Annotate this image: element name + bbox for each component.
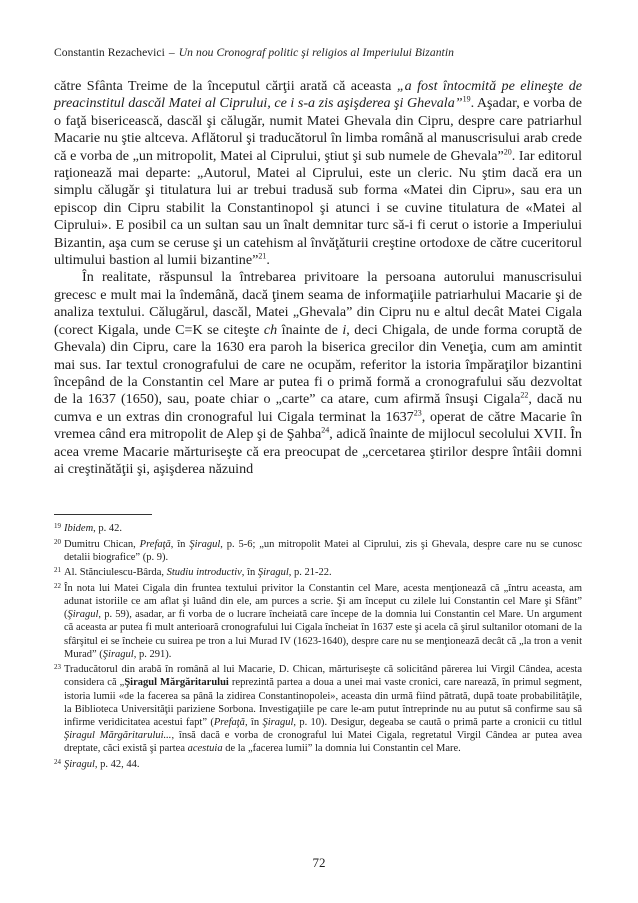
text-run: înainte de xyxy=(277,321,343,338)
text-run: , operat de către Macarie în vremea când era mitropolit de Alep şi de Şahba xyxy=(54,408,582,443)
footnote-ref-21[interactable]: 21 xyxy=(258,251,267,261)
footnote-separator xyxy=(54,514,152,515)
text-run: . Aşadar, e vorba de o faţă bisericească, dascăl şi călugăr, numit Matei Ghevala din Cipru, despre care patriarhul Macarie nu ştie altceva. Aflătorul şi traducătorul în limba română al manuscrisului arab crede că e vorba de „un mitropolit, Matei al Ciprului, ştiut şi sub numele de Ghevala” xyxy=(54,95,582,164)
text-run: . Iar editorul raţionează mai departe: „Autorul, Matei al Ciprului, este un cleric. Nu ştim dacă era un simplu călugăr şi titulatura lui ar trebui tradusă sub forma «Matei din Cipru», sau era un episcop din Cipru stabilit la Constantinopol şi atunci i se cuvine titulatura de «Matei al Ciprului». E posibil ca un sultan sau un înalt demnitar turc să-i fi cerut o istorie a Imperiului Bizantin, aşa cum se ceruse şi un catehism al învăţăturii creştine ortodoxe de către cuceritorul ultimului bastion al lumii bizantine” xyxy=(54,147,582,269)
citation-italic: Ibidem xyxy=(64,523,94,534)
footnote-text: Dumitru Chican, xyxy=(64,538,140,550)
footnote-22 xyxy=(54,582,582,661)
italic-term: i xyxy=(342,321,347,338)
citation-italic: Şiragul xyxy=(262,716,294,728)
citation-italic: Şiragul xyxy=(67,609,99,621)
footnote-text: , p. 10). Desigur, degeaba se caută o primă parte a cronicii cu titlul xyxy=(293,716,582,728)
footnotes xyxy=(54,522,582,773)
main-text xyxy=(54,78,582,478)
citation-italic: Şiragul xyxy=(102,648,134,660)
running-header xyxy=(54,46,584,59)
footnote-ref-20[interactable]: 20 xyxy=(503,146,512,156)
footnote-text: , însă dacă e vorba de cronograful lui Matei Cigala, regretatul Virgil Cândea ar putea avea dreptate, căci există şi partea xyxy=(64,729,582,754)
footnote-ref-23[interactable]: 23 xyxy=(413,408,422,418)
footnote-number: 20 xyxy=(54,537,61,546)
footnote-ref-19[interactable]: 19 xyxy=(462,94,471,104)
footnote-text: , p. 59), asadar, ar fi vorba de o lucrare încheiată care începe de la domnia lui Constantin cel Mare. Un argument că aceasta ar putea fi mult anterioară cronografului lui Cigala încheiat în 1637 este şi acela că şirul sultanilor otomani de la sfârşitul ei se încheie cu suirea pe tron a lui Murad IV (1623-1640), despre care nu se menţionează decât că „la tron a venit Murad” ( xyxy=(64,609,582,660)
header-title: Un nou Cronograf politic şi religios al Imperiului Bizantin xyxy=(178,46,454,59)
footnote-23 xyxy=(54,663,582,755)
paragraph-1 xyxy=(54,78,582,269)
text-run: , dacă nu cumva e un extras din cronograful lui Cigala terminat la 1637 xyxy=(54,391,582,425)
citation-italic: acestuia xyxy=(187,742,223,754)
text-run: . xyxy=(266,252,270,269)
quoted-title: „a fost întocmită pe elineşte de preacinstitul dascăl Matei al Ciprului, ce i s-a zis aşişderea şi Ghevala” xyxy=(54,78,582,112)
citation-italic: Şiragul xyxy=(257,567,289,579)
footnote-21 xyxy=(54,566,582,579)
footnote-ref-22[interactable]: 22 xyxy=(520,390,529,400)
text-run: În realitate, răspunsul la întrebarea privitoare la persoana autorului manuscrisului grecesc e mult mai la îndemână, dacă ţinem seama de informaţiile patriarhului Macarie şi de analiza textului. Călugărul, dascăl, Matei „Ghevala” din Cipru nu e altul decât Matei Cigala (corect Kigala, unde C=K se citeşte xyxy=(54,269,582,338)
italic-term: ch xyxy=(263,321,278,338)
footnote-number: 21 xyxy=(54,566,61,575)
footnote-text: În nota lui Matei Cigala din fruntea textului privitor la Constantin cel Mare, acesta menţionează că „întru aceasta, am adunat istoriile ce am aflat şi luând din ele, am purces a scrie. Şi am început cu zilele lui Constantin cel Mare şi Sfânt” ( xyxy=(64,583,582,621)
footnote-text: Al. Stănciulescu-Bârda, xyxy=(64,567,167,579)
text-run: către Sfânta Treime de la începutul cărţii arată că aceasta xyxy=(54,78,397,94)
footnote-number: 19 xyxy=(54,522,61,530)
footnote-text: , în xyxy=(170,538,190,550)
text-run: , deci Chigala, de unde forma coruptă de Ghevala) din Cipru, care la 1630 era paroh la biserica grecilor din Veneţia, cum am amintit mai sus. Iar textul cronografului de care ne ocupăm, referitor la istoria împăraţilor bizantini începând de la Constantin cel Mare ar putea fi o primă formă a cronografului său dezvoltat de la 1637 (1650), sau, poate chiar o „carte” ca atare, cum afirmă însuşi Cigala xyxy=(54,321,582,408)
footnote-text: , p. 21-22. xyxy=(288,567,332,579)
footnote-text: , p. 42. xyxy=(93,523,123,534)
citation-bold: Şiragul Mărgăritarului xyxy=(124,677,229,689)
footnote-number: 23 xyxy=(54,663,61,672)
page-number: 72 xyxy=(312,855,326,870)
footnote-text: de la „facerea lumii” la domnia lui Constantin cel Mare. xyxy=(222,742,461,754)
citation-italic: Prefaţă xyxy=(139,538,171,550)
footnote-text: Traducătorul din arabă în română al lui Macarie, D. Chican, mărturiseşte că solicitând părerea lui Virgil Cândea, acesta considera că „ xyxy=(64,664,582,689)
citation-italic: Şiragul Mărgăritarului... xyxy=(64,729,172,741)
footnote-number: 22 xyxy=(54,582,61,591)
footnote-20 xyxy=(54,538,582,564)
footnote-text: , p. 5-6; „un mitropolit Matei al Ciprului, zis şi Ghevala, despre care nu se cunosc detalii biografice” (p. 9). xyxy=(64,538,582,563)
footnote-ref-24[interactable]: 24 xyxy=(321,425,330,435)
footnote-text: , p. 42, 44. xyxy=(94,758,140,770)
footnote-19 xyxy=(54,522,582,535)
footnote-text: , în xyxy=(241,567,258,579)
paragraph-2 xyxy=(54,269,582,478)
footnote-text: , p. 291). xyxy=(133,648,172,660)
citation-italic: Şiragul xyxy=(189,538,221,550)
header-author: Constantin Rezachevici xyxy=(54,46,165,59)
text-run: , adică înainte de mijlocul secolului XVII. În acea vreme Macarie mărturiseşte că era preocupat de „cercetarea ştirilor despre întâii domni ai creştinătăţii şi, aşişderea năzuind xyxy=(54,426,582,477)
footnote-text: reprezintă partea a doua a unei mai vaste cronici, care narează, în primul segment, istoria lumii «de la facerea sa până la zidirea Constantinopolei», aceasta din urmă fiind pătrată, după toate probabilităţile, la Biblioteca Universităţii pariziene Sorbona. Investigaţiile pe care le-am putut întreprinde nu au putut să confirme sau să infirme veridicitatea acestui fapt” ( xyxy=(64,677,582,728)
citation-italic: Prefaţă xyxy=(213,716,245,728)
citation-italic: Şiragul xyxy=(64,758,95,770)
citation-italic: Studiu introductiv xyxy=(166,567,242,579)
footnote-24 xyxy=(54,758,582,771)
header-separator: – xyxy=(168,46,175,59)
footnote-text: , în xyxy=(244,716,263,728)
footnote-number: 24 xyxy=(54,757,61,766)
